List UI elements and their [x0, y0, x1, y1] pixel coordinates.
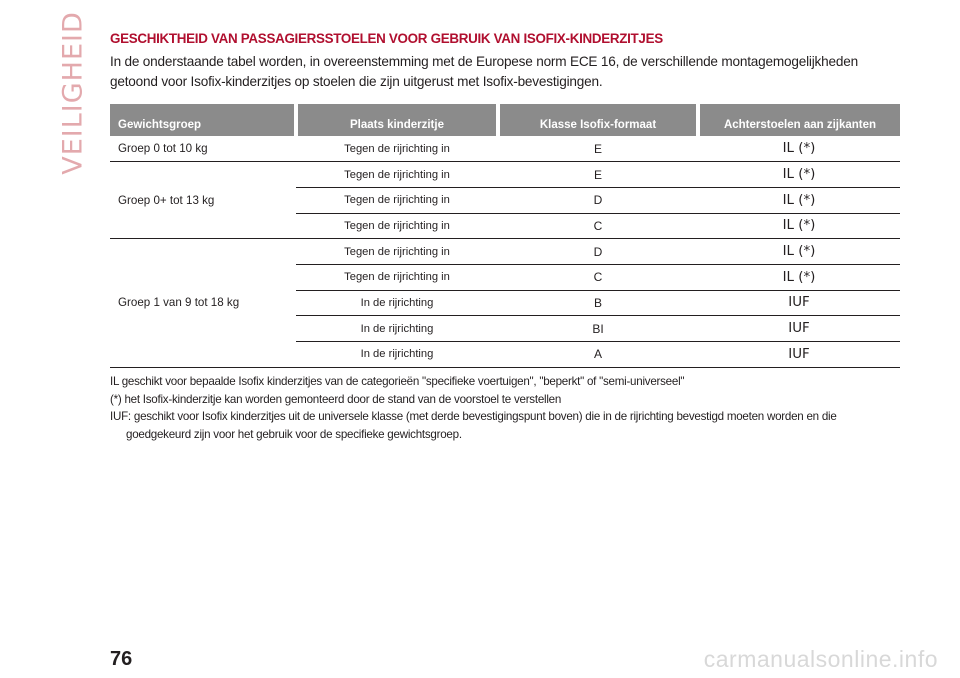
page-number: 76 [110, 648, 133, 670]
rear-seat-cell: IL (*) [698, 239, 900, 265]
note-il: IL geschikt voor bepaalde Isofix kinderzitjes van de categorieën "specifieke voertuigen", "beperkt" of "semi-universeel" [110, 375, 685, 388]
weight-group-cell: Groep 1 van 9 tot 18 kg [110, 239, 296, 367]
section-tab [57, 11, 89, 175]
rear-seat-cell: IL (*) [698, 136, 900, 162]
rear-seat-cell: IL (*) [698, 264, 900, 290]
size-class-cell: C [498, 213, 698, 239]
weight-group-cell: Groep 0+ tot 13 kg [110, 162, 296, 239]
table-notes [110, 373, 900, 443]
size-class-cell: A [498, 342, 698, 368]
isofix-suitability-table [110, 104, 900, 368]
intro-paragraph: In de onderstaande tabel worden, in overeenstemming met de Europese norm ECE 16, de verschillende montagemogelijkheden getoond voor Isofix-kinderzitjes op stoelen die zijn uitgerust met Isofix-bevestigingen. [110, 54, 858, 89]
table-row [110, 239, 900, 265]
size-class-cell: D [498, 239, 698, 265]
header-klasse: Klasse Isofix-formaat [498, 104, 698, 136]
rear-seat-cell: IL (*) [698, 162, 900, 188]
isofix-table-container [110, 104, 900, 368]
position-cell: Tegen de rijrichting in [296, 187, 498, 213]
header-achterstoelen: Achterstoelen aan zijkanten [698, 104, 900, 136]
table-row [110, 162, 900, 188]
note-asterisk: (*) het Isofix-kinderzitje kan worden gemonteerd door de stand van de voorstoel te verstellen [110, 392, 562, 406]
position-cell: In de rijrichting [296, 316, 498, 342]
position-cell: Tegen de rijrichting in [296, 136, 498, 162]
position-cell: Tegen de rijrichting in [296, 264, 498, 290]
position-cell: Tegen de rijrichting in [296, 239, 498, 265]
table-row [110, 136, 900, 162]
header-plaats: Plaats kinderzitje [296, 104, 498, 136]
section-heading: GESCHIKTHEID VAN PASSAGIERSSTOELEN VOOR GEBRUIK VAN ISOFIX-KINDERZITJES [110, 31, 663, 46]
size-class-cell: D [498, 187, 698, 213]
size-class-cell: BI [498, 316, 698, 342]
size-class-cell: E [498, 162, 698, 188]
header-gewichtsgroep: Gewichtsgroep [110, 104, 296, 136]
table-header-row [110, 104, 900, 136]
rear-seat-cell: IL (*) [698, 213, 900, 239]
position-cell: Tegen de rijrichting in [296, 213, 498, 239]
position-cell: In de rijrichting [296, 342, 498, 368]
size-class-cell: B [498, 290, 698, 316]
size-class-cell: C [498, 264, 698, 290]
watermark: carmanualsonline.info [703, 646, 938, 672]
position-cell: Tegen de rijrichting in [296, 162, 498, 188]
rear-seat-cell: IL (*) [698, 187, 900, 213]
rear-seat-cell: IUF [698, 290, 900, 316]
size-class-cell: E [498, 136, 698, 162]
weight-group-cell: Groep 0 tot 10 kg [110, 136, 296, 162]
rear-seat-cell: IUF [698, 342, 900, 368]
position-cell: In de rijrichting [296, 290, 498, 316]
section-tab-label: VEILIGHEID [57, 11, 89, 175]
rear-seat-cell: IUF [698, 316, 900, 342]
note-iuf: IUF: geschikt voor Isofix kinderzitjes uit de universele klasse (met derde bevestigingspunt boven) die in de rijrichting bevestigd moeten worden en die goedgekeurd zijn voor het gebruik voor de specifieke gewichtsgroep. [110, 410, 837, 441]
